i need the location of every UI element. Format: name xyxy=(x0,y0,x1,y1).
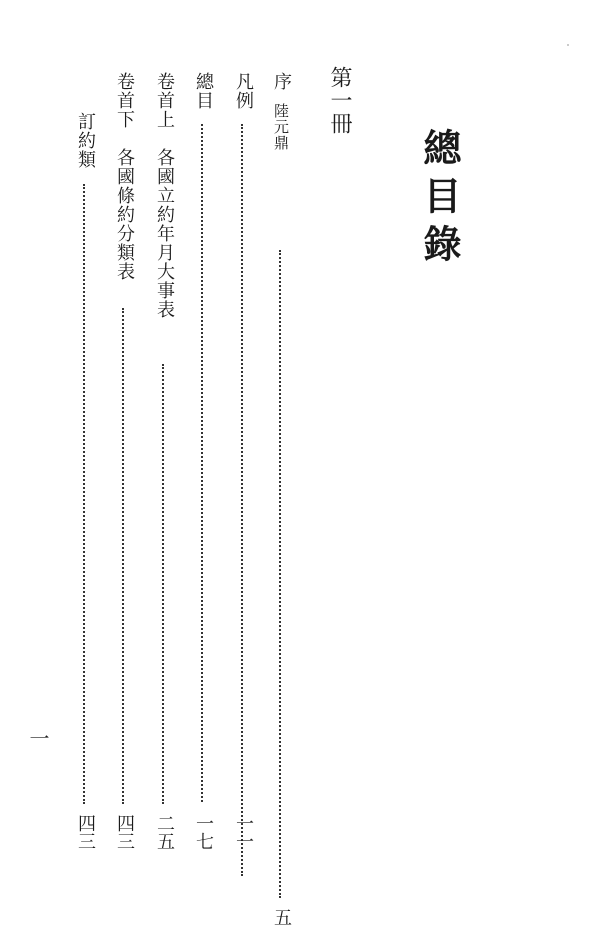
scan-speck xyxy=(567,44,569,46)
toc-page-number: 一七 xyxy=(193,814,214,850)
toc-entry-author: 陸元鼎 xyxy=(272,103,290,151)
toc-entry-label: 卷首下 各國條約分類表 xyxy=(114,72,135,281)
toc-page-number: 二五 xyxy=(154,814,175,850)
page-title: 總目錄 xyxy=(417,128,462,272)
dot-leader xyxy=(83,184,85,804)
toc-entry-label: 序 xyxy=(271,72,292,91)
volume-heading: 第一冊 xyxy=(327,66,352,135)
toc-page-number: 四三 xyxy=(114,814,135,850)
toc-entry-label: 卷首上 各國立約年月大事表 xyxy=(154,72,175,319)
dot-leader xyxy=(162,364,164,804)
toc-entry-label: 總目 xyxy=(193,72,214,110)
dot-leader xyxy=(122,308,124,804)
toc-entry-label: 訂約類 xyxy=(75,112,96,169)
toc-page-number: 五 xyxy=(271,908,292,926)
dot-leader xyxy=(201,124,203,802)
dot-leader xyxy=(279,250,281,898)
toc-page-number: 一一 xyxy=(233,814,254,850)
toc-page-number: 四三 xyxy=(75,814,96,850)
dot-leader xyxy=(241,124,243,876)
page-folio: 一 xyxy=(26,728,50,748)
toc-entry-label: 凡例 xyxy=(233,72,254,110)
